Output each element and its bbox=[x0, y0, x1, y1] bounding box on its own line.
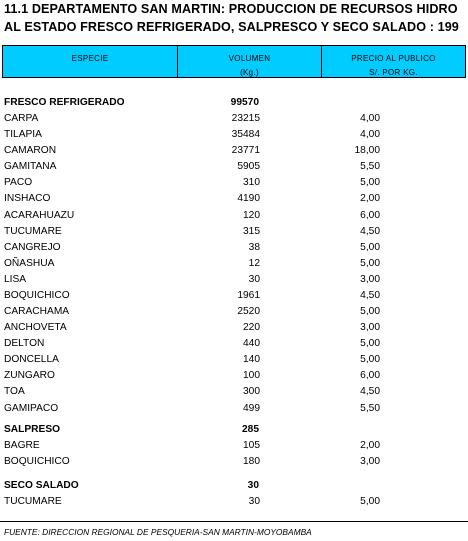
volume-cell: 12 bbox=[248, 258, 260, 269]
price-cell: 4,00 bbox=[360, 113, 380, 124]
header-volumen-unit: (Kg.) bbox=[240, 68, 259, 77]
species-cell: OÑASHUA bbox=[4, 258, 55, 269]
price-cell: 4,50 bbox=[360, 386, 380, 397]
price-cell: 4,50 bbox=[360, 226, 380, 237]
volume-cell: 23771 bbox=[231, 145, 260, 156]
header-precio: PRECIO AL PUBLICO bbox=[351, 54, 436, 63]
section-name: FRESCO REFRIGERADO bbox=[4, 97, 125, 108]
volume-cell: 315 bbox=[243, 226, 260, 237]
price-cell: 6,00 bbox=[360, 370, 380, 381]
section-row bbox=[0, 424, 468, 440]
volume-cell: 120 bbox=[243, 210, 260, 221]
species-cell: ZUNGARO bbox=[4, 370, 55, 381]
header-especie: ESPECIE bbox=[71, 54, 109, 63]
species-cell: LISA bbox=[4, 274, 27, 285]
price-cell: 2,00 bbox=[360, 193, 380, 204]
table-row bbox=[0, 210, 468, 226]
table-row bbox=[0, 354, 468, 370]
table-row bbox=[0, 113, 468, 129]
footer-rule bbox=[0, 521, 468, 522]
section-total: 30 bbox=[247, 480, 259, 491]
price-cell: 5,50 bbox=[360, 161, 380, 172]
table-row bbox=[0, 496, 468, 512]
header-precio-unit: S/. POR KG. bbox=[369, 68, 418, 77]
price-cell: 3,00 bbox=[360, 456, 380, 467]
species-cell: TUCUMARE bbox=[4, 496, 62, 507]
table-row bbox=[0, 129, 468, 145]
species-cell: ANCHOVETA bbox=[4, 322, 67, 333]
section-row bbox=[0, 97, 468, 113]
volume-cell: 23215 bbox=[231, 113, 260, 124]
volume-cell: 30 bbox=[248, 496, 260, 507]
species-cell: TILAPIA bbox=[4, 129, 42, 140]
table-title-line-1: 11.1 DEPARTAMENTO SAN MARTIN: PRODUCCION DE RECURSOS HIDRO bbox=[4, 2, 458, 16]
volume-cell: 310 bbox=[243, 177, 260, 188]
price-cell: 5,00 bbox=[360, 258, 380, 269]
species-cell: DONCELLA bbox=[4, 354, 59, 365]
species-cell: CANGREJO bbox=[4, 242, 61, 253]
table-row bbox=[0, 226, 468, 242]
header-volumen: VOLUMEN bbox=[228, 54, 271, 63]
volume-cell: 180 bbox=[243, 456, 260, 467]
table-row bbox=[0, 322, 468, 338]
table-row bbox=[0, 290, 468, 306]
volume-cell: 440 bbox=[243, 338, 260, 349]
table-row bbox=[0, 258, 468, 274]
species-cell: TOA bbox=[4, 386, 25, 397]
price-cell: 18,00 bbox=[354, 145, 380, 156]
price-cell: 3,00 bbox=[360, 322, 380, 333]
table-row bbox=[0, 193, 468, 209]
price-cell: 5,00 bbox=[360, 306, 380, 317]
price-cell: 5,00 bbox=[360, 338, 380, 349]
table-row bbox=[0, 386, 468, 402]
table-row bbox=[0, 177, 468, 193]
volume-cell: 105 bbox=[243, 440, 260, 451]
source-note: FUENTE: DIRECCION REGIONAL DE PESQUERIA-SAN MARTIN-MOYOBAMBA bbox=[4, 527, 312, 537]
species-cell: CARPA bbox=[4, 113, 39, 124]
section-total: 285 bbox=[242, 424, 259, 435]
species-cell: CARACHAMA bbox=[4, 306, 70, 317]
table-row bbox=[0, 242, 468, 258]
table-row bbox=[0, 145, 468, 161]
species-cell: CAMARON bbox=[4, 145, 57, 156]
table-row bbox=[0, 338, 468, 354]
price-cell: 5,00 bbox=[360, 242, 380, 253]
table-row bbox=[0, 403, 468, 419]
price-cell: 3,00 bbox=[360, 274, 380, 285]
volume-cell: 140 bbox=[243, 354, 260, 365]
species-cell: GAMITANA bbox=[4, 161, 57, 172]
volume-cell: 5905 bbox=[237, 161, 260, 172]
volume-cell: 30 bbox=[248, 274, 260, 285]
price-cell: 2,00 bbox=[360, 440, 380, 451]
table-row bbox=[0, 456, 468, 472]
species-cell: DELTON bbox=[4, 338, 45, 349]
species-cell: BOQUICHICO bbox=[4, 456, 70, 467]
price-cell: 5,50 bbox=[360, 403, 380, 414]
table-row bbox=[0, 306, 468, 322]
table-row bbox=[0, 370, 468, 386]
price-cell: 4,50 bbox=[360, 290, 380, 301]
volume-cell: 38 bbox=[248, 242, 260, 253]
volume-cell: 220 bbox=[243, 322, 260, 333]
section-row bbox=[0, 480, 468, 496]
volume-cell: 100 bbox=[243, 370, 260, 381]
species-cell: BAGRE bbox=[4, 440, 40, 451]
volume-cell: 1961 bbox=[237, 290, 260, 301]
table-row bbox=[0, 161, 468, 177]
price-cell: 4,00 bbox=[360, 129, 380, 140]
table-title-line-2: AL ESTADO FRESCO REFRIGERADO, SALPRESCO Y SECO SALADO : 199 bbox=[4, 20, 459, 34]
table-row bbox=[0, 440, 468, 456]
volume-cell: 499 bbox=[243, 403, 260, 414]
volume-cell: 35484 bbox=[231, 129, 260, 140]
price-cell: 5,00 bbox=[360, 496, 380, 507]
species-cell: BOQUICHICO bbox=[4, 290, 70, 301]
volume-cell: 2520 bbox=[237, 306, 260, 317]
section-name: SALPRESO bbox=[4, 424, 61, 435]
volume-cell: 4190 bbox=[237, 193, 260, 204]
species-cell: GAMIPACO bbox=[4, 403, 59, 414]
price-cell: 5,00 bbox=[360, 177, 380, 188]
price-cell: 6,00 bbox=[360, 210, 380, 221]
species-cell: INSHACO bbox=[4, 193, 51, 204]
volume-cell: 300 bbox=[243, 386, 260, 397]
species-cell: ACARAHUAZU bbox=[4, 210, 75, 221]
section-total: 99570 bbox=[230, 97, 259, 108]
species-cell: PACO bbox=[4, 177, 33, 188]
section-name: SECO SALADO bbox=[4, 480, 79, 491]
table-row bbox=[0, 274, 468, 290]
price-cell: 5,00 bbox=[360, 354, 380, 365]
table-header bbox=[2, 45, 466, 78]
species-cell: TUCUMARE bbox=[4, 226, 62, 237]
